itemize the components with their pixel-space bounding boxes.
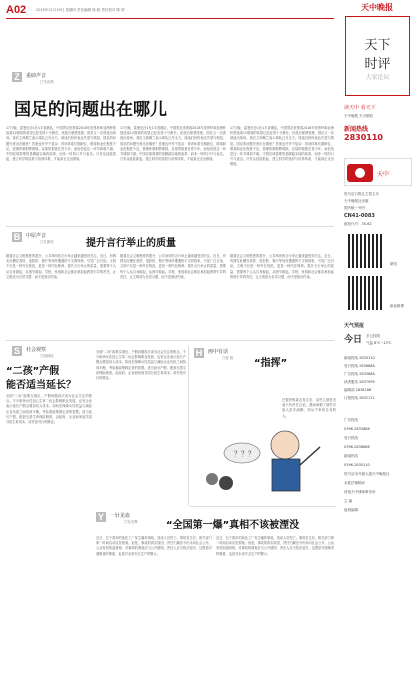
rule	[6, 226, 334, 227]
masthead	[340, 0, 415, 100]
qrcode-weibo	[348, 276, 382, 310]
section2-headline: 提升言行举止的质量	[86, 238, 176, 249]
section5-body-col2: 近日，位于我市的某化工厂发生爆炸事故，造成人员伤亡。事故发生后，相关部门第一时间启动应急预案。但是，事故的真实原因、责任归属至今仍未向社会公开。公众有权知道真相，对事故的调查应当公开透明，责任人应当依法追究，这既是对遇难者的尊重，也是对未来安全生产的警示。	[216, 536, 334, 556]
section3-headline-line1: “二孩”产假	[6, 366, 60, 377]
weather-date: 今日	[344, 335, 363, 345]
sidebar-hotline-label: 新闻热线	[344, 126, 369, 133]
footer-line: 驻马店市开源大道天中晚报社	[344, 472, 390, 476]
sidebar-ad	[344, 158, 412, 186]
footer-line: 0396-2833888	[344, 427, 370, 431]
contact-item: 发行热线 2836888	[344, 364, 375, 368]
brand-logo: 天中晚报	[361, 3, 393, 12]
section3-headline-line2: 能否适当延长？	[6, 380, 76, 391]
page-header-info: 2015年11月19日 星期四 责任编辑 杨 帆 责任校对 陈 婷	[36, 8, 125, 12]
publisher-line2: 天中晚报社出版	[344, 199, 369, 203]
column-mark-icon: S	[13, 346, 20, 356]
contact-item: 新闻热线 2830110	[344, 356, 375, 360]
rule	[188, 346, 189, 506]
lead-headline: 国足的问题出在哪儿	[14, 100, 167, 120]
section4-headline: “指挥”	[254, 358, 288, 369]
footer-line: 0396-2830110	[344, 463, 370, 467]
lead-body-col2: 17日晚，雷曼尼沙1比1平香港队，中国男足世预赛2018年世界杯和亚洲杯预选赛12强赛的希望已经变得十分渺茫。民族自豪感受挫，国足又一次被逐出赛场。赛后主帅佩兰表示球队已尽全力，球迷们纷纷表达失望与愤怒。国足的问题究竟出在哪里？答案也许并不复杂：青训体系长期缺位，联赛职业化程度不足，管理体制积弊难除。足球的根基在青少年，而恰恰是这一环节薄弱不堪。中国足球需要的是脚踏实地的改革，而非一时的口号与表态。只有从娃娃抓起，建立科学的选材与培养体系，才能真正走出困境。	[120, 126, 226, 162]
cartoon-speech: ？？？	[234, 450, 255, 458]
footer-line: 广告热线	[344, 418, 358, 422]
section-title-line1: 天下	[364, 38, 391, 53]
weather-label: 天气预报	[344, 323, 365, 329]
weather-detail: 多云转阴	[366, 334, 380, 338]
footer-line: 本报法律顾问	[344, 481, 365, 485]
qrcode-weixin-label: 微信	[390, 262, 397, 266]
section3-body-col1: 全面“二孩”政策实施后，产假问题再次成为社会关注的焦点。不少职场女性担心生育二孩会影响职业发展，也有企业表示延长产假会增加用人成本。如何在保障女性权益与减轻企业负担之间找到平衡，考验着政策制定者的智慧。适当延长产假，配套完善生育保险制度，由政府、企业和家庭共同分担生育成本，或许是可行的路径。	[6, 394, 92, 425]
section5-column-name: 一针见血	[110, 513, 131, 519]
section-title-line2: 时评	[364, 57, 391, 72]
footer-line: 河南天中律师事务所	[344, 490, 376, 494]
section3-author: □周林浩	[40, 354, 54, 358]
section5-body-col1: 近日，位于我市的某化工厂发生爆炸事故，造成人员伤亡。事故发生后，相关部门第一时间启动应急预案。但是，事故的真实原因、责任归属至今仍未向社会公开。公众有权知道真相，对事故的调查应当公开透明，责任人应当依法追究，这既是对遇难者的尊重，也是对未来安全生产的警示。	[96, 536, 212, 556]
sidebar-hotline: 2830110	[344, 133, 383, 142]
footer-line: 新闻热线	[344, 454, 358, 458]
section2-body-col3: 随着社会文明程度的提升，公共场所的言行举止越来越受到关注。近日，有网友吐槽在高铁、电影院、餐厅等场所遭遇的不文明现象，引发广泛讨论。文明不仅是一种外在规范，更是一种内在修养。提升言行举止的质量，需要每个人从自身做起，从细节做起。学校、家庭和社会都应承担起教育引导的责任，让文明成为自觉习惯，而不是被动约束。	[230, 254, 334, 279]
contact-item: 编辑部 2838168	[344, 388, 372, 392]
rule	[190, 506, 336, 507]
section2-body-col2: 随着社会文明程度的提升，公共场所的言行举止越来越受到关注。近日，有网友吐槽在高铁、电影院、餐厅等场所遭遇的不文明现象，引发广泛讨论。文明不仅是一种外在规范，更是一种内在修养。提升言行举止的质量，需要每个人从自身做起，从细节做起。学校、家庭和社会都应承担起教育引导的责任，让文明成为自觉习惯，而不是被动约束。	[120, 254, 226, 279]
publisher-line1: 驻马店日报社主管主办	[344, 192, 379, 196]
lead-author: □马亮晨	[40, 80, 54, 84]
svg-text:天中: 天中	[377, 172, 390, 178]
lead-body-col3: 17日晚，雷曼尼沙1比1平香港队，中国男足世预赛2018年世界杯和亚洲杯预选赛12强赛的希望已经变得十分渺茫。民族自豪感受挫，国足又一次被逐出赛场。赛后主帅佩兰表示球队已尽全力，球迷们纷纷表达失望与愤怒。国足的问题究竟出在哪里？答案也许并不复杂：青训体系长期缺位，联赛职业化程度不足，管理体制积弊难除。足球的根基在青少年，而恰恰是这一环节薄弱不堪。中国足球需要的是脚踏实地的改革，而非一时的口号与表态。只有从娃娃抓起，建立科学的选材与培养体系，才能真正走出困境。	[230, 126, 334, 167]
footer-line: 值班编辑	[344, 508, 358, 512]
footer-line: 0396-2836888	[344, 445, 370, 449]
code-value: CN41-0083	[344, 213, 375, 219]
column-mark-icon: Y	[97, 512, 104, 522]
section5-headline: “全国第一爆”真相不该被湮没	[166, 520, 300, 531]
page-number: A02	[6, 4, 27, 16]
section2-column-name: 中原声音	[26, 233, 47, 239]
section4-column-name: 画中有话	[208, 349, 229, 355]
contact-item: 读者服务 2837999	[344, 380, 375, 384]
column-mark-icon: Z	[12, 72, 22, 82]
sidebar-slogan: 天中晚报 天天精彩	[344, 114, 374, 118]
section4-author: □桂 宿	[222, 356, 234, 360]
section2-body-col1: 随着社会文明程度的提升，公共场所的言行举止越来越受到关注。近日，有网友吐槽在高铁、电影院、餐厅等场所遭遇的不文明现象，引发广泛讨论。文明不仅是一种外在规范，更是一种内在修养。提升言行举止的质量，需要每个人从自身做起，从细节做起。学校、家庭和社会都应承担起教育引导的责任，让文明成为自觉习惯，而不是被动约束。	[6, 254, 116, 279]
rule	[6, 340, 334, 341]
lead-column-name: 重磅声音	[26, 73, 47, 79]
sidebar	[340, 100, 415, 677]
contact-item: 订报热线 2832111	[344, 396, 375, 400]
weather-temp: 气温 8℃~13℃	[366, 341, 392, 345]
sidebar-promo: 读天中 看天下	[344, 105, 376, 111]
column-mark-icon: B	[13, 232, 21, 242]
column-mark-icon: H	[195, 348, 203, 358]
footer-line: 主 编	[344, 499, 353, 503]
qrcode-weixin	[348, 234, 382, 268]
postal-code: 邮发代号：35-62	[344, 222, 372, 226]
camera-icon	[345, 159, 411, 185]
section-watermark: 大家论坛	[365, 74, 390, 81]
top-rule	[6, 18, 334, 19]
footer-line: 发行热线	[344, 436, 358, 440]
section3-body-col2: 全面“二孩”政策实施后，产假问题再次成为社会关注的焦点。不少职场女性担心生育二孩会影响职业发展，也有企业表示延长产假会增加用人成本。如何在保障女性权益与减轻企业负担之间找到平衡，考验着政策制定者的智慧。适当延长产假，配套完善生育保险制度，由政府、企业和家庭共同分担生育成本，或许是可行的路径。	[96, 350, 186, 381]
qrcode-weibo-label: 新浪微博	[390, 304, 404, 308]
section2-author: □孔德亮	[40, 240, 54, 244]
section4-caption: 巴黎恐怖袭击发生后，某些人借机发表不负责任言论。漫画讽刺了那些对他人指手画脚、却从不审视自身的人。	[282, 398, 336, 418]
section5-author: □吴光辉	[124, 520, 138, 524]
code-label: 国内统一刊号：	[344, 206, 369, 210]
contact-item: 广告热线 2833888	[344, 372, 375, 376]
lead-body-col1: 17日晚，雷曼尼沙1比1平香港队，中国男足世预赛2018年世界杯和亚洲杯预选赛12强赛的希望已经变得十分渺茫。民族自豪感受挫，国足又一次被逐出赛场。赛后主帅佩兰表示球队已尽全力，球迷们纷纷表达失望与愤怒。国足的问题究竟出在哪里？答案也许并不复杂：青训体系长期缺位，联赛职业化程度不足，管理体制积弊难除。足球的根基在青少年，而恰恰是这一环节薄弱不堪。中国足球需要的是脚踏实地的改革，而非一时的口号与表态。只有从娃娃抓起，建立科学的选材与培养体系，才能真正走出困境。	[6, 126, 116, 162]
section-title-box	[345, 16, 410, 96]
section3-column-name: 社会观察	[26, 347, 47, 353]
